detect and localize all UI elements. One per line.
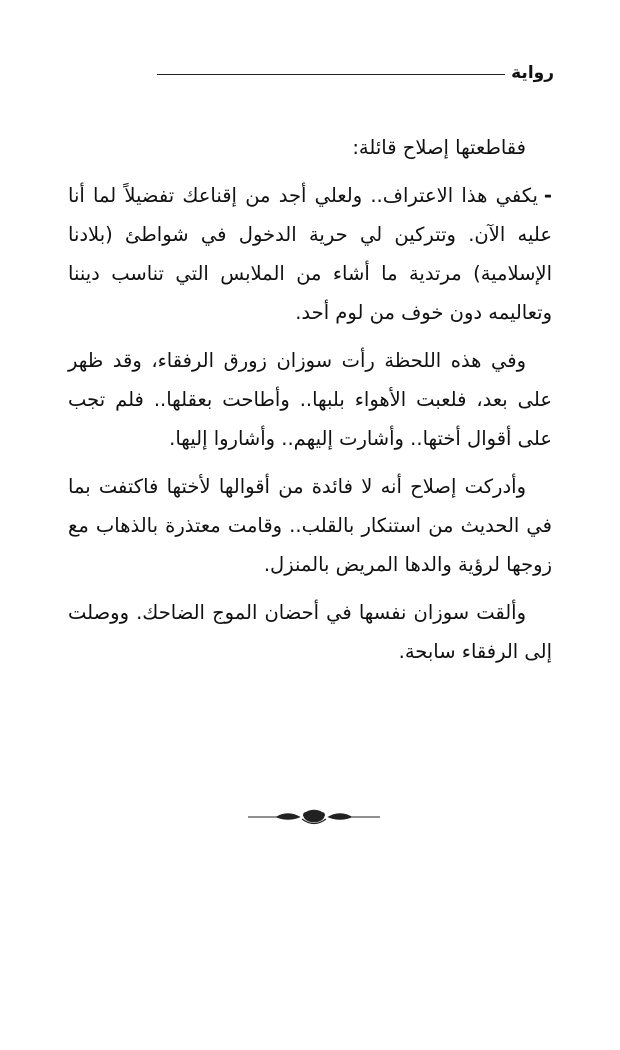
paragraph bbox=[68, 341, 552, 458]
header-label: رواية bbox=[511, 63, 554, 83]
paragraph bbox=[68, 593, 552, 671]
paragraph-text: وأدركت إصلاح أنه لا فائدة من أقوالها لأختها فاكتفت بما في الحديث من استنكار بالقلب.. وقامت معتذرة بالذهاب مع زوجها لرؤية والدها المريض بالمنزل. bbox=[68, 475, 552, 576]
paragraph bbox=[68, 176, 552, 332]
running-header bbox=[157, 62, 554, 84]
paragraph-text: وألقت سوزان نفسها في أحضان الموج الضاحك. ووصلت إلى الرفقاء سابحة. bbox=[68, 601, 552, 663]
paragraph-text: فقاطعتها إصلاح قائلة: bbox=[352, 136, 526, 159]
dialogue-dash: - bbox=[543, 184, 552, 207]
header-rule bbox=[157, 74, 505, 75]
paragraph-text: يكفي هذا الاعتراف.. ولعلي أجد من إقناعك تفضيلاً لما أنا عليه الآن. وتتركين لي حرية الدخول في شواطئ (بلادنا الإسلامية) مرتدية ما أشاء من الملابس التي تناسب ديننا وتعاليمه دون خوف من لوم أحد. bbox=[68, 184, 552, 324]
body-text bbox=[68, 128, 552, 680]
ornamental-divider-icon bbox=[246, 806, 382, 828]
paragraph bbox=[68, 128, 552, 167]
paragraph-text: وفي هذه اللحظة رأت سوزان زورق الرفقاء، وقد ظهر على بعد، فلعبت الأهواء بلبها.. وأطاحت بعقلها.. فلم تجب على أقوال أختها.. وأشارت إليهم.. وأشاروا إليها. bbox=[68, 349, 552, 450]
paragraph bbox=[68, 467, 552, 584]
